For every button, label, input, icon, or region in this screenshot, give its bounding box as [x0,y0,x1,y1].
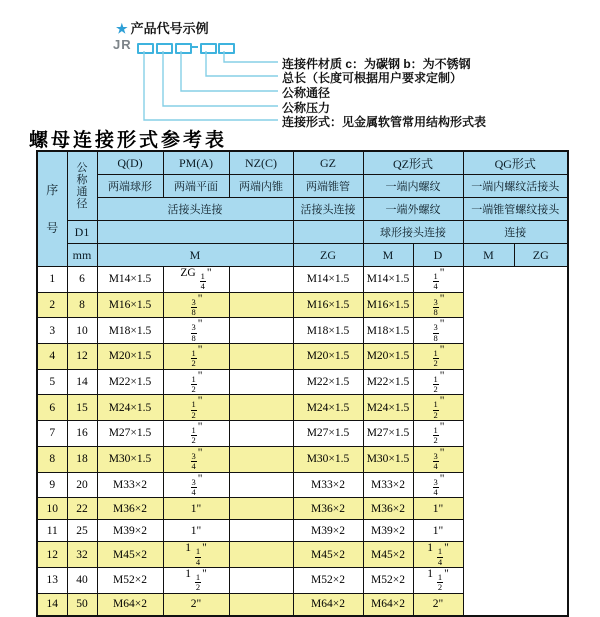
label-nominal-diameter: 公称通径 [282,86,331,100]
cell-qg-zg: $\frac{3}{8}$ " [413,292,463,318]
cell-qz-d: M33×2 [293,472,363,498]
header-unit-m: M [97,244,293,267]
header-unit-qz-d: D [413,244,463,267]
cell-serial: 4 [37,344,67,370]
cell-qz-m [229,593,293,616]
header-form-qz: QZ形式 [363,151,463,175]
cell-m: M64×2 [97,593,163,616]
cell-qg-m: M64×2 [363,593,413,616]
cell-qz-d: M27×1.5 [293,421,363,447]
header-serial: 序 号 [37,151,67,267]
header-conn-qg: 一端锥管螺纹接头 [463,198,568,221]
cell-m: M45×2 [97,542,163,568]
cell-qz-m [229,292,293,318]
cell-qz-d: M18×1.5 [293,318,363,344]
header-conn-qz: 一端外螺纹 [363,198,463,221]
cell-m: M39×2 [97,520,163,542]
cell-m: M22×1.5 [97,369,163,395]
cell-dn: 32 [67,542,97,568]
table-row [37,542,568,568]
cell-qg-zg: $\frac{3}{8}$ " [413,318,463,344]
cell-qg-m: M39×2 [363,520,413,542]
cell-zg: 1" [163,498,229,520]
cell-qz-d: M64×2 [293,593,363,616]
cell-qg-zg: 1" [413,520,463,542]
cell-qz-m [229,267,293,293]
header-conn-gz: 活接头连接 [293,198,363,221]
table-row [37,567,568,593]
header-form-nzc: NZ(C) [229,151,293,175]
cell-qz-m [229,498,293,520]
cell-zg: 1" [163,520,229,542]
cell-dn: 10 [67,318,97,344]
cell-qg-zg: 1 $\frac{1}{4}$ " [413,542,463,568]
cell-qg-zg: $\frac{1}{2}$ " [413,421,463,447]
cell-zg: 1 $\frac{1}{2}$ " [163,567,229,593]
cell-qz-d: M16×1.5 [293,292,363,318]
star-icon: ★ [116,21,128,36]
label-material: 连接件材质 c：为碳钢 b：为不锈钢 [282,57,471,71]
cell-qz-m [229,542,293,568]
table-row [37,421,568,447]
cell-dn: 14 [67,369,97,395]
cell-dn: 12 [67,344,97,370]
cell-qg-m: M20×1.5 [363,344,413,370]
header-conn2-qz: 球形接头连接 [363,221,463,244]
cell-zg: 2" [163,593,229,616]
cell-qg-m: M30×1.5 [363,446,413,472]
cell-dn: 40 [67,567,97,593]
cell-qz-d: M20×1.5 [293,344,363,370]
table-row [37,446,568,472]
cell-qz-m [229,520,293,542]
cell-qg-zg: $\frac{1}{2}$ " [413,395,463,421]
cell-serial: 6 [37,395,67,421]
table-row [37,472,568,498]
cell-m: M33×2 [97,472,163,498]
cell-qz-d: M39×2 [293,520,363,542]
cell-zg: $\frac{1}{2}$ " [163,344,229,370]
cell-qg-m: M45×2 [363,542,413,568]
cell-m: M52×2 [97,567,163,593]
cell-qg-m: M36×2 [363,498,413,520]
table-row [37,395,568,421]
header-dn: 公 称 通 径 [67,151,97,221]
cell-qz-m [229,421,293,447]
label-total-length: 总长（长度可根据用户要求定制） [282,71,463,85]
cell-qg-m: M52×2 [363,567,413,593]
cell-dn: 16 [67,421,97,447]
header-form-gz: GZ [293,151,363,175]
table-row [37,520,568,542]
cell-qg-zg: $\frac{1}{2}$ " [413,369,463,395]
cell-serial: 5 [37,369,67,395]
cell-serial: 10 [37,498,67,520]
cell-qg-m: M27×1.5 [363,421,413,447]
cell-qz-d: M14×1.5 [293,267,363,293]
cell-serial: 7 [37,421,67,447]
cell-dn: 22 [67,498,97,520]
cell-qg-m: M18×1.5 [363,318,413,344]
table-body [37,267,568,616]
header-d1: D1 [67,221,97,244]
header-form-qd: Q(D) [97,151,163,175]
cell-m: M30×1.5 [97,446,163,472]
cell-zg: $\frac{1}{2}$ " [163,421,229,447]
cell-qg-zg: $\frac{3}{4}$ " [413,472,463,498]
table-row [37,267,568,293]
cell-m: M16×1.5 [97,292,163,318]
cell-m: M14×1.5 [97,267,163,293]
header-ends-qd: 两端球形 [97,175,163,198]
cell-zg: $\frac{1}{2}$ " [163,395,229,421]
product-code-prefix: JR [113,37,132,52]
table-row [37,593,568,616]
cell-qz-m [229,344,293,370]
cell-qz-d: M30×1.5 [293,446,363,472]
cell-qg-m: M16×1.5 [363,292,413,318]
cell-qg-zg: 1 $\frac{1}{2}$ " [413,567,463,593]
cell-dn: 25 [67,520,97,542]
cell-qg-zg: 2" [413,593,463,616]
cell-m: M36×2 [97,498,163,520]
cell-zg: $\frac{3}{8}$ " [163,292,229,318]
cell-serial: 11 [37,520,67,542]
cell-serial: 13 [37,567,67,593]
label-nominal-pressure: 公称压力 [282,101,331,115]
cell-qz-m [229,318,293,344]
table-row [37,498,568,520]
cell-serial: 14 [37,593,67,616]
cell-qg-m: M22×1.5 [363,369,413,395]
header-conn-union: 活接头连接 [97,198,293,221]
cell-qz-m [229,446,293,472]
cell-qz-d: M24×1.5 [293,395,363,421]
table-row [37,344,568,370]
cell-zg: $\frac{1}{2}$ " [163,369,229,395]
header-mm: mm [67,244,97,267]
nut-connection-table [36,150,569,617]
cell-qg-zg: $\frac{1}{4}$ " [413,267,463,293]
cell-m: M18×1.5 [97,318,163,344]
cell-qz-d: M36×2 [293,498,363,520]
cell-m: M27×1.5 [97,421,163,447]
cell-zg: $\frac{3}{4}$ " [163,472,229,498]
label-connection-form: 连接形式：见金属软管常用结构形式表 [282,115,487,129]
cell-qz-d: M22×1.5 [293,369,363,395]
cell-m: M20×1.5 [97,344,163,370]
header-unit-qg-m: M [463,244,514,267]
cell-qz-m [229,395,293,421]
cell-dn: 18 [67,446,97,472]
header-ends-gz: 两端锥管 [293,175,363,198]
header-ends-qg: 一端内螺纹活接头 [463,175,568,198]
cell-dn: 20 [67,472,97,498]
cell-qg-m: M33×2 [363,472,413,498]
cell-serial: 8 [37,446,67,472]
cell-zg: 1 $\frac{1}{4}$ " [163,542,229,568]
cell-dn: 8 [67,292,97,318]
cell-qz-d: M45×2 [293,542,363,568]
cell-qg-zg: 1" [413,498,463,520]
header-ends-pma: 两端平面 [163,175,229,198]
cell-qg-m: M14×1.5 [363,267,413,293]
cell-serial: 2 [37,292,67,318]
cell-qg-zg: $\frac{3}{4}$ " [413,446,463,472]
header-blank-gz [293,221,363,244]
table-header [37,151,568,267]
cell-serial: 1 [37,267,67,293]
cell-qg-zg: $\frac{1}{2}$ " [413,344,463,370]
header-unit-qg-zg: ZG [514,244,568,267]
cell-dn: 6 [67,267,97,293]
cell-zg: $\frac{3}{8}$ " [163,318,229,344]
table-row [37,318,568,344]
cell-qz-m [229,472,293,498]
cell-qz-m [229,567,293,593]
table-row [37,292,568,318]
table-row [37,369,568,395]
header-blank-left [97,221,293,244]
cell-serial: 12 [37,542,67,568]
header-ends-qz: 一端内螺纹 [363,175,463,198]
cell-serial: 3 [37,318,67,344]
table-title: 螺母连接形式参考表 [29,130,228,151]
cell-zg: $\frac{3}{4}$ " [163,446,229,472]
cell-serial: 9 [37,472,67,498]
cell-qg-m: M24×1.5 [363,395,413,421]
cell-m: M24×1.5 [97,395,163,421]
header-ends-nzc: 两端内锥 [229,175,293,198]
cell-qz-d: M52×2 [293,567,363,593]
cell-dn: 50 [67,593,97,616]
header-form-qg: QG形式 [463,151,568,175]
header-form-pma: PM(A) [163,151,229,175]
header-conn2-qg: 连接 [463,221,568,244]
cell-qz-m [229,369,293,395]
header-unit-zg: ZG [293,244,363,267]
header-unit-qz-m: M [363,244,413,267]
cell-dn: 15 [67,395,97,421]
diagram-heading-text: 产品代号示例 [130,21,209,36]
cell-zg: ZG $\frac{1}{4}$ " [163,267,229,293]
